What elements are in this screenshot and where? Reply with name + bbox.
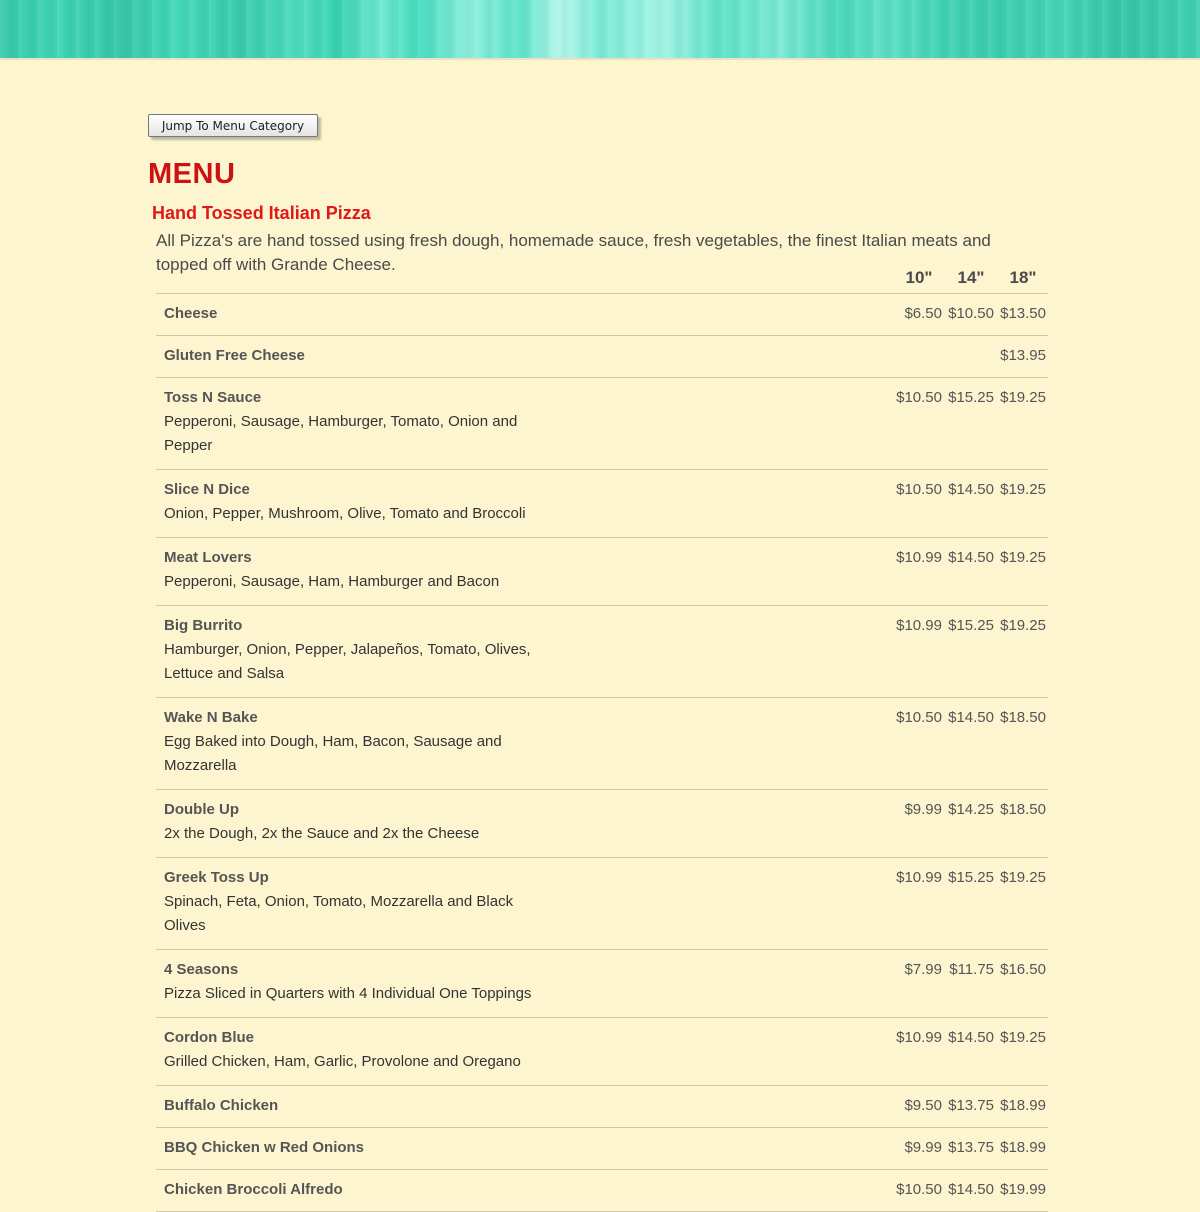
menu-items-table (156, 293, 1048, 1212)
price-18-inch: $19.25 (1000, 389, 1046, 406)
menu-item-prices (890, 616, 1046, 636)
price-10-inch: $6.50 (904, 305, 942, 322)
menu-item-row (156, 950, 1048, 1018)
menu-item-row (156, 698, 1048, 790)
price-10-inch: $10.50 (896, 481, 942, 498)
price-14-inch: $14.50 (948, 1029, 994, 1046)
category-description: All Pizza's are hand tossed using fresh dough, homemade sauce, fresh vegetables, the finest Italian meats and topped off with Grande Cheese. (156, 231, 991, 274)
price-10-inch: $10.99 (896, 549, 942, 566)
menu-item-prices (890, 868, 1046, 888)
menu-item-prices (890, 1028, 1046, 1048)
size-header-14: 14" (957, 268, 985, 287)
banner-divider (0, 58, 1200, 60)
price-14-inch: $14.50 (948, 549, 994, 566)
menu-item-prices (890, 480, 1046, 500)
menu-item-name: Buffalo Chicken (164, 1097, 279, 1114)
price-18-inch: $19.25 (1000, 549, 1046, 566)
price-14-inch: $14.50 (948, 481, 994, 498)
menu-item-prices (890, 304, 1046, 324)
price-10-inch: $10.99 (896, 869, 942, 886)
price-10-inch: $10.50 (896, 389, 942, 406)
menu-item-row (156, 294, 1048, 336)
menu-item-prices (890, 1180, 1046, 1200)
price-10-inch: $10.99 (896, 617, 942, 634)
menu-item-row (156, 336, 1048, 378)
menu-item-row (156, 538, 1048, 606)
menu-item-description: Grilled Chicken, Ham, Garlic, Provolone and Oregano (164, 1053, 521, 1070)
price-14-inch: $15.25 (948, 617, 994, 634)
menu-item-prices (890, 346, 1046, 366)
menu-item-row (156, 378, 1048, 470)
menu-item-prices (890, 388, 1046, 408)
price-10-inch: $10.50 (896, 1181, 942, 1198)
price-18-inch: $18.50 (1000, 709, 1046, 726)
menu-item-description: Egg Baked into Dough, Ham, Bacon, Sausage and Mozzarella (164, 733, 502, 774)
header-banner (0, 0, 1200, 58)
price-14-inch: $14.50 (948, 709, 994, 726)
price-10-inch: $9.99 (904, 801, 942, 818)
menu-item-name: Greek Toss Up (164, 869, 269, 886)
menu-item-description: Onion, Pepper, Mushroom, Olive, Tomato and Broccoli (164, 505, 526, 522)
price-14-inch: $13.75 (948, 1097, 994, 1114)
menu-item-prices (890, 1096, 1046, 1116)
price-18-inch: $19.25 (1000, 481, 1046, 498)
price-18-inch: $19.25 (1000, 869, 1046, 886)
price-10-inch: $10.99 (896, 1029, 942, 1046)
menu-item-name: Meat Lovers (164, 549, 252, 566)
menu-item-name: Toss N Sauce (164, 389, 262, 406)
menu-item-row (156, 858, 1048, 950)
menu-item-name: Big Burrito (164, 617, 243, 634)
menu-item-name: Cheese (164, 305, 218, 322)
menu-item-name: Slice N Dice (164, 481, 250, 498)
menu-item-name: BBQ Chicken w Red Onions (164, 1139, 365, 1156)
menu-item-row (156, 1170, 1048, 1212)
category-title: Hand Tossed Italian Pizza (152, 203, 371, 223)
menu-item-row (156, 1128, 1048, 1170)
jump-to-menu-category-button[interactable]: Jump To Menu Category (148, 114, 318, 137)
price-18-inch: $18.99 (1000, 1139, 1046, 1156)
price-18-inch: $19.25 (1000, 617, 1046, 634)
menu-item-name: Gluten Free Cheese (164, 347, 305, 364)
price-14-inch: $14.25 (948, 801, 994, 818)
price-18-inch: $19.99 (1000, 1181, 1046, 1198)
menu-item-prices (890, 708, 1046, 728)
menu-item-row (156, 1018, 1048, 1086)
price-10-inch: $9.50 (904, 1097, 942, 1114)
menu-item-prices (890, 548, 1046, 568)
menu-item-row (156, 790, 1048, 858)
price-14-inch: $13.75 (948, 1139, 994, 1156)
menu-item-name: Chicken Broccoli Alfredo (164, 1181, 343, 1198)
price-18-inch: $13.50 (1000, 305, 1046, 322)
price-14-inch: $11.75 (949, 961, 994, 978)
menu-item-description: Hamburger, Onion, Pepper, Jalapeños, Tomato, Olives, Lettuce and Salsa (164, 641, 531, 682)
menu-item-row (156, 606, 1048, 698)
menu-item-row (156, 470, 1048, 538)
menu-item-name: Double Up (164, 801, 239, 818)
price-18-inch: $13.95 (1000, 347, 1046, 364)
price-10-inch: $10.50 (896, 709, 942, 726)
menu-item-row (156, 1086, 1048, 1128)
size-header-18: 18" (1009, 268, 1037, 287)
menu-item-description: 2x the Dough, 2x the Sauce and 2x the Cheese (164, 825, 480, 842)
menu-item-name: Cordon Blue (164, 1029, 254, 1046)
menu-item-prices (890, 960, 1046, 980)
price-18-inch: $19.25 (1000, 1029, 1046, 1046)
menu-item-name: 4 Seasons (164, 961, 239, 978)
menu-item-prices (890, 1138, 1046, 1158)
menu-item-description: Pepperoni, Sausage, Hamburger, Tomato, Onion and Pepper (164, 413, 518, 454)
price-18-inch: $16.50 (1000, 961, 1046, 978)
price-14-inch: $10.50 (948, 305, 994, 322)
price-14-inch: $15.25 (948, 389, 994, 406)
page-title: MENU (148, 158, 236, 190)
price-18-inch: $18.50 (1000, 801, 1046, 818)
menu-item-description: Pepperoni, Sausage, Ham, Hamburger and Bacon (164, 573, 500, 590)
menu-item-name: Wake N Bake (164, 709, 258, 726)
price-10-inch: $7.99 (904, 961, 942, 978)
menu-item-description: Pizza Sliced in Quarters with 4 Individual One Toppings (164, 985, 532, 1002)
size-header-10: 10" (905, 268, 933, 287)
menu-item-description: Spinach, Feta, Onion, Tomato, Mozzarella and Black Olives (164, 893, 514, 934)
price-10-inch: $9.99 (904, 1139, 942, 1156)
price-14-inch: $15.25 (948, 869, 994, 886)
menu-item-prices (890, 800, 1046, 820)
price-18-inch: $18.99 (1000, 1097, 1046, 1114)
price-14-inch: $14.50 (948, 1181, 994, 1198)
